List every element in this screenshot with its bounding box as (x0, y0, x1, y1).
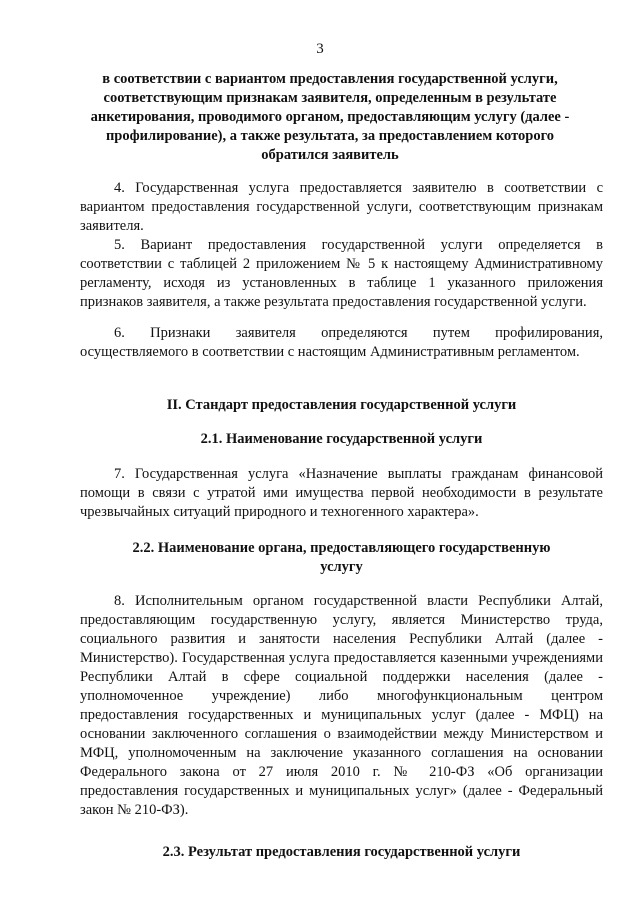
paragraph-8: 8. Исполнительным органом государственной власти Республики Алтай, предоставляющим государственную услугу, является Министерство труда, социального развития и занятости населения Республики Алтай (далее - Министерство). Государственная услуга предоставляется казенными учреждениями Республики Алтай в сфере социальной поддержки населения (далее - уполномоченное учреждение) либо многофункциональным центром предоставления государственных и муниципальных услуг (далее - МФЦ) на основании заключенного соглашения о взаимодействии между Министерством и МФЦ, уполномоченным на заключение указанного соглашения на основании Федерального закона от 27 июля 2010 г. № 210-ФЗ «Об организации предоставления государственных и муниципальных услуг» (далее - Федеральный закон № 210-ФЗ). (80, 593, 603, 818)
section-ii-title: II. Стандарт предоставления государственной услуги (166, 397, 517, 413)
section-2-3-title: 2.3. Результат предоставления государственной услуги (162, 844, 521, 860)
section-2-1-title: 2.1. Наименование государственной услуги (200, 431, 483, 447)
section-2-2-title: 2.2. Наименование органа, предоставляющего государственную услугу (132, 540, 551, 575)
paragraph-5: 5. Вариант предоставления государственной услуги определяется в соответствии с таблицей 2 приложением № 5 к настоящему Административному регламенту, исходя из установленных в таблице 1 указанного приложения признаков заявителя, а также результата предоставления государственной услуги. (80, 237, 603, 310)
intro-heading: в соответствии с вариантом предоставления государственной услуги, соответствующим признакам заявителя, определенным в результате анкетирования, проводимого органом, предоставляющим услугу (далее - профилирование), а также результата, за предоставлением которого обратился заявитель (90, 71, 570, 163)
paragraph-6: 6. Признаки заявителя определяются путем профилирования, осуществляемого в соответствии с настоящим Административным регламентом. (80, 325, 603, 360)
page-number: 3 (316, 41, 324, 57)
paragraph-4: 4. Государственная услуга предоставляется заявителю в соответствии с вариантом предоставления государственной услуги, соответствующим признакам заявителя. (80, 180, 603, 234)
paragraph-7: 7. Государственная услуга «Назначение выплаты гражданам финансовой помощи в связи с утратой ими имущества первой необходимости в результате чрезвычайных ситуаций природного и техногенного характера». (80, 466, 603, 520)
